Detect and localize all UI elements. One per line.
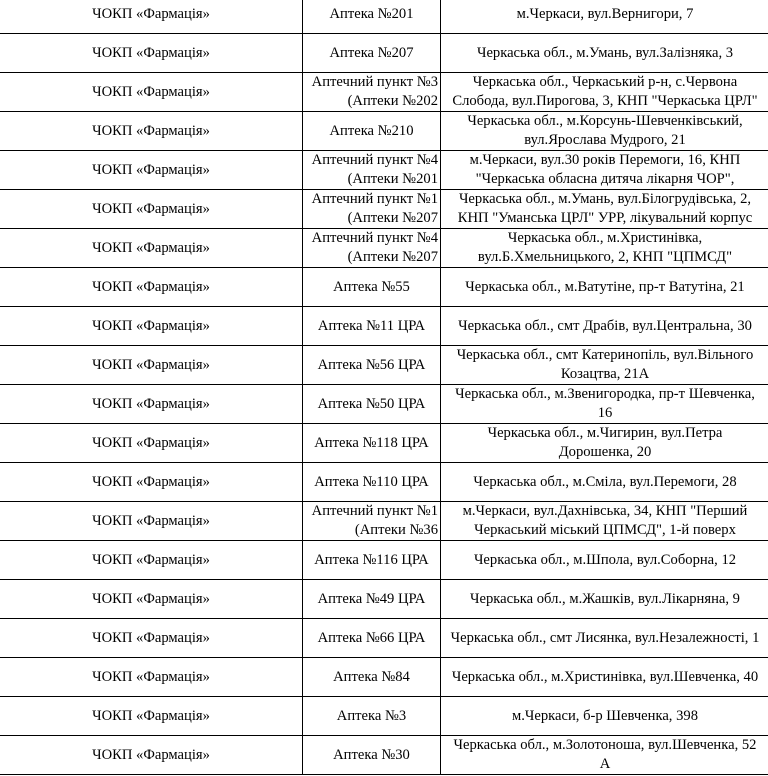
address-line: вул.Ярослава Мудрого, 21 [524, 132, 686, 148]
table-row [0, 502, 768, 541]
address-line: Черкаська обл., м.Чигирин, вул.Петра [487, 425, 723, 441]
pharmacy-name-line: Аптека №118 ЦРА [314, 434, 429, 451]
address-line: Черкаська обл., смт Драбів, вул.Центральна, 30 [458, 317, 752, 334]
table-row [0, 385, 768, 424]
organization-cell: ЧОКП «Фармація» [0, 463, 303, 502]
pharmacy-name-line: (Аптеки №202 [347, 93, 438, 109]
organization-cell: ЧОКП «Фармація» [0, 619, 303, 658]
address-line: Козацтва, 21А [560, 366, 650, 382]
pharmacy-name-line: (Аптеки №201 [347, 171, 438, 187]
address-line: Черкаська обл., м.Золотоноша, вул.Шевченка, 52 [453, 737, 757, 753]
pharmacy-name-cell [303, 73, 441, 112]
pharmacy-name-line: Аптечний пункт №4 [311, 152, 438, 168]
address-line: Черкаська обл., м.Ватутіне, пр-т Ватутіна, 21 [465, 278, 745, 295]
address-line: Черкаська обл., м.Христинівка, вул.Шевченка, 40 [451, 668, 759, 685]
address-cell [441, 385, 768, 424]
address-line: м.Черкаси, б-р Шевченка, 398 [512, 707, 698, 724]
pharmacy-name-cell [303, 580, 441, 619]
organization-cell: ЧОКП «Фармація» [0, 697, 303, 736]
address-cell [441, 307, 768, 346]
address-line: Черкаська обл., м.Сміла, вул.Перемоги, 28 [473, 473, 737, 490]
address-cell [441, 697, 768, 736]
table-row [0, 112, 768, 151]
pharmacy-name-cell [303, 736, 441, 775]
pharmacy-name-cell [303, 658, 441, 697]
organization-cell: ЧОКП «Фармація» [0, 580, 303, 619]
address-line: Черкаська обл., м.Умань, вул.Білогрудівська, 2, [458, 191, 752, 207]
pharmacy-name-cell [303, 34, 441, 73]
address-line: Черкаська обл., смт Катеринопіль, вул.Вільного [456, 347, 754, 363]
address-cell [441, 658, 768, 697]
address-line: А [599, 756, 611, 772]
address-line: Черкаська обл., м.Корсунь-Шевченківський, [467, 113, 743, 129]
pharmacy-name-cell [303, 463, 441, 502]
address-cell [441, 112, 768, 151]
pharmacy-name-line: Аптека №66 ЦРА [317, 629, 426, 646]
organization-cell: ЧОКП «Фармація» [0, 658, 303, 697]
pharmacy-name-line: Аптека №30 [333, 746, 410, 763]
pharmacy-name-line: Аптека №50 ЦРА [317, 395, 426, 412]
table-row [0, 463, 768, 502]
address-line: Слобода, вул.Пирогова, 3, КНП "Черкаська ЦРЛ" [452, 93, 758, 109]
table-row [0, 34, 768, 73]
address-line: Черкаська обл., смт Лисянка, вул.Незалежності, 1 [450, 629, 760, 646]
organization-cell: ЧОКП «Фармація» [0, 307, 303, 346]
address-cell [441, 424, 768, 463]
pharmacy-name-line: (Аптеки №207 [347, 210, 438, 226]
organization-cell: ЧОКП «Фармація» [0, 112, 303, 151]
table-row [0, 580, 768, 619]
address-line: Черкаська обл., м.Умань, вул.Залізняка, 3 [476, 44, 734, 61]
address-cell [441, 346, 768, 385]
pharmacy-name-line: Аптечний пункт №1 [311, 503, 438, 519]
table-row [0, 229, 768, 268]
table-row [0, 424, 768, 463]
pharmacy-name-cell [303, 502, 441, 541]
organization-cell: ЧОКП «Фармація» [0, 73, 303, 112]
address-line: м.Черкаси, вул.Вернигори, 7 [516, 5, 694, 22]
table-row [0, 736, 768, 775]
pharmacy-name-cell [303, 307, 441, 346]
organization-cell: ЧОКП «Фармація» [0, 34, 303, 73]
pharmacy-name-cell [303, 619, 441, 658]
address-cell [441, 541, 768, 580]
organization-cell: ЧОКП «Фармація» [0, 268, 303, 307]
address-cell [441, 268, 768, 307]
pharmacy-name-line: Аптека №207 [329, 44, 414, 61]
address-line: "Черкаська обласна дитяча лікарня ЧОР", [475, 171, 735, 187]
organization-cell: ЧОКП «Фармація» [0, 541, 303, 580]
pharmacy-name-line: Аптечний пункт №1 [311, 191, 438, 207]
organization-cell: ЧОКП «Фармація» [0, 151, 303, 190]
address-cell [441, 580, 768, 619]
address-cell [441, 34, 768, 73]
table-row [0, 307, 768, 346]
pharmacy-name-line: Аптека №11 ЦРА [317, 317, 426, 334]
address-line: м.Черкаси, вул.30 років Перемоги, 16, КНП [469, 152, 741, 168]
pharmacy-name-cell [303, 346, 441, 385]
table-row [0, 619, 768, 658]
address-line: Черкаський міський ЦПМСД", 1-й поверх [474, 522, 736, 538]
pharmacy-name-line: Аптека №210 [329, 122, 414, 139]
address-line: Дорошенка, 20 [558, 444, 652, 460]
pharmacy-name-cell [303, 229, 441, 268]
pharmacy-name-line: (Аптеки №36 [354, 522, 438, 538]
address-line: Черкаська обл., м.Жашків, вул.Лікарняна, 9 [470, 590, 740, 607]
table-row [0, 0, 768, 34]
pharmacy-name-cell [303, 697, 441, 736]
pharmacy-name-line: Аптека №110 ЦРА [314, 473, 429, 490]
pharmacy-name-cell [303, 112, 441, 151]
address-line: Черкаська обл., м.Шпола, вул.Соборна, 12 [473, 551, 737, 568]
address-line: 16 [597, 405, 613, 421]
pharmacy-name-line: Аптека №84 [333, 668, 410, 685]
address-line: Черкаська обл., м.Христинівка, [507, 230, 703, 246]
pharmacy-name-line: Аптека №56 ЦРА [317, 356, 426, 373]
organization-cell: ЧОКП «Фармація» [0, 346, 303, 385]
organization-cell: ЧОКП «Фармація» [0, 190, 303, 229]
pharmacy-name-line: (Аптеки №207 [347, 249, 438, 265]
table-row [0, 346, 768, 385]
address-cell [441, 736, 768, 775]
table-row [0, 697, 768, 736]
organization-cell: ЧОКП «Фармація» [0, 229, 303, 268]
address-cell [441, 502, 768, 541]
address-line: вул.Б.Хмельницького, 2, КНП "ЦПМСД" [477, 249, 733, 265]
address-cell [441, 190, 768, 229]
table-row [0, 190, 768, 229]
table-row [0, 268, 768, 307]
organization-cell: ЧОКП «Фармація» [0, 424, 303, 463]
table-row [0, 73, 768, 112]
address-cell [441, 619, 768, 658]
address-line: КНП "Уманська ЦРЛ" УРР, лікувальний корпус [457, 210, 753, 226]
organization-cell: ЧОКП «Фармація» [0, 0, 303, 34]
pharmacy-name-line: Аптека №49 ЦРА [317, 590, 426, 607]
address-cell [441, 229, 768, 268]
address-cell [441, 151, 768, 190]
pharmacy-name-line: Аптечний пункт №4 [311, 230, 438, 246]
organization-cell: ЧОКП «Фармація» [0, 385, 303, 424]
address-line: Черкаська обл., Черкаський р-н, с.Червона [472, 74, 738, 90]
pharmacy-name-line: Аптечний пункт №3 [311, 74, 438, 90]
pharmacy-name-cell [303, 424, 441, 463]
pharmacy-name-cell [303, 268, 441, 307]
pharmacy-name-line: Аптека №116 ЦРА [314, 551, 429, 568]
address-line: м.Черкаси, вул.Дахнівська, 34, КНП "Перший [462, 503, 748, 519]
pharmacy-name-cell [303, 190, 441, 229]
pharmacy-name-cell [303, 385, 441, 424]
table-row [0, 541, 768, 580]
table-row [0, 151, 768, 190]
address-cell [441, 463, 768, 502]
pharmacy-name-cell [303, 541, 441, 580]
pharmacy-name-line: Аптека №3 [336, 707, 407, 724]
organization-cell: ЧОКП «Фармація» [0, 502, 303, 541]
address-cell [441, 0, 768, 34]
pharmacy-name-cell [303, 151, 441, 190]
address-line: Черкаська обл., м.Звенигородка, пр-т Шевченка, [455, 386, 755, 402]
address-cell [441, 73, 768, 112]
pharmacy-name-line: Аптека №55 [333, 278, 410, 295]
pharmacy-name-line: Аптека №201 [329, 5, 414, 22]
pharmacy-name-cell [303, 0, 441, 34]
table-row [0, 658, 768, 697]
organization-cell: ЧОКП «Фармація» [0, 736, 303, 775]
